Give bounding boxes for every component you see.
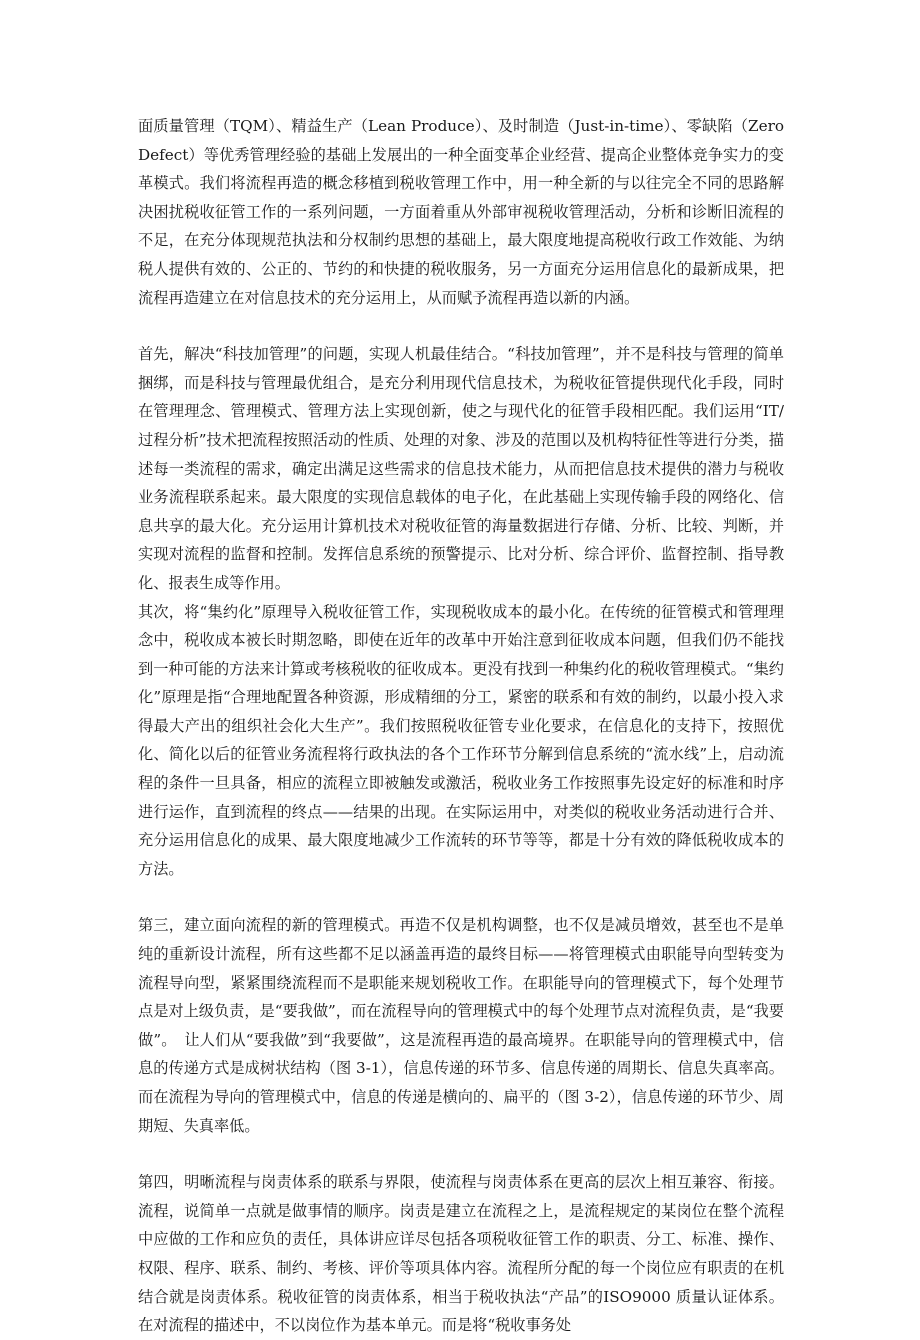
document-body: [138, 112, 784, 1340]
paragraph-second-intensification: 其次，将“集约化”原理导入税收征管工作，实现税收成本的最小化。在传统的征管模式和管理理念中，税收成本被长时期忽略，即使在近年的改革中开始注意到征收成本问题，但我们仍不能找到一种可能的方法来计算或考核税收的征收成本。更没有找到一种集约化的税收管理模式。“集约化”原理是指“合理地配置各种资源，形成精细的分工，紧密的联系和有效的制约，以最小投入求得最大产出的组织社会化大生产”。我们按照税收征管专业化要求，在信息化的支持下，按照优化、简化以后的征管业务流程将行政执法的各个工作环节分解到信息系统的“流水线”上，启动流程的条件一旦具备，相应的流程立即被触发或激活，税收业务工作按照事先设定好的标准和时序进行运作，直到流程的终点——结果的出现。在实际运用中，对类似的税收业务活动进行合并、充分运用信息化的成果、最大限度地减少工作流转的环节等等，都是十分有效的降低税收成本的方法。: [138, 602, 784, 878]
paragraph-gap: [138, 312, 784, 340]
paragraph-tqm-intro: 面质量管理（TQM）、精益生产（Lean Produce）、及时制造（Just-in-time）、零缺陷（Zero Defect）等优秀管理经验的基础上发展出的一种全面变革企业经营、提高企业整体竞争实力的变革模式。我们将流程再造的概念移植到税收管理工作中，用一种全新的与以往完全不同的思路解决困扰税收征管工作的一系列问题，一方面着重从外部审视税收管理活动，分析和诊断旧流程的不足，在充分体现规范执法和分权制约思想的基础上，最大限度地提高税收行政工作效能、为纳税人提供有效的、公正的、节约的和快捷的税收服务，另一方面充分运用信息化的最新成果，把流程再造建立在对信息技术的充分运用上，从而赋予流程再造以新的内涵。: [138, 117, 784, 307]
paragraph-third-process-oriented: 第三，建立面向流程的新的管理模式。再造不仅是机构调整，也不仅是减员增效，甚至也不是单纯的重新设计流程，所有这些都不足以涵盖再造的最终目标——将管理模式由职能导向型转变为流程导向型，紧紧围绕流程而不是职能来规划税收工作。在职能导向的管理模式下，每个处理节点是对上级负责，是“要我做”，而在流程导向的管理模式中的每个处理节点对流程负责，是“我要做”。 让人们从“要我做”到“我要做”，这是流程再造的最高境界。在职能导向的管理模式中，信息的传递方式是成树状结构（图 3-1），信息传递的环节多、信息传递的周期长、信息失真率高。而在流程为导向的管理模式中，信息的传递是横向的、扁平的（图 3-2），信息传递的环节少、周期短、失真率低。: [138, 916, 784, 1135]
paragraph-gap: [138, 883, 784, 911]
paragraph-gap: [138, 1140, 784, 1168]
paragraph-fourth-post-responsibility: 第四，明晰流程与岗责体系的联系与界限，使流程与岗责体系在更高的层次上相互兼容、衔接。流程，说简单一点就是做事情的顺序。岗责是建立在流程之上，是流程规定的某岗位在整个流程中应做的工作和应负的责任，具体讲应详尽包括各项税收征管工作的职责、分工、标准、操作、权限、程序、联系、制约、考核、评价等项具体内容。流程所分配的每一个岗位应有职责的在机结合就是岗责体系。税收征管的岗责体系，相当于税收执法“产品”的ISO9000 质量认证体系。在对流程的描述中，不以岗位作为基本单元。而是将“税收事务处: [138, 1173, 784, 1335]
paragraph-first-tech-management: 首先，解决“科技加管理”的问题，实现人机最佳结合。“科技加管理”，并不是科技与管理的简单捆绑，而是科技与管理最优组合，是充分利用现代信息技术，为税收征管提供现代化手段，同时在管理理念、管理模式、管理方法上实现创新，使之与现代化的征管手段相匹配。我们运用“IT/过程分析”技术把流程按照活动的性质、处理的对象、涉及的范围以及机构特征性等进行分类，描述每一类流程的需求，确定出满足这些需求的信息技术能力，从而把信息技术提供的潜力与税收业务流程联系起来。最大限度的实现信息载体的电子化，在此基础上实现传输手段的网络化、信息共享的最大化。充分运用计算机技术对税收征管的海量数据进行存储、分析、比较、判断，并实现对流程的监督和控制。发挥信息系统的预警提示、比对分析、综合评价、监督控制、指导教化、报表生成等作用。: [138, 345, 784, 592]
